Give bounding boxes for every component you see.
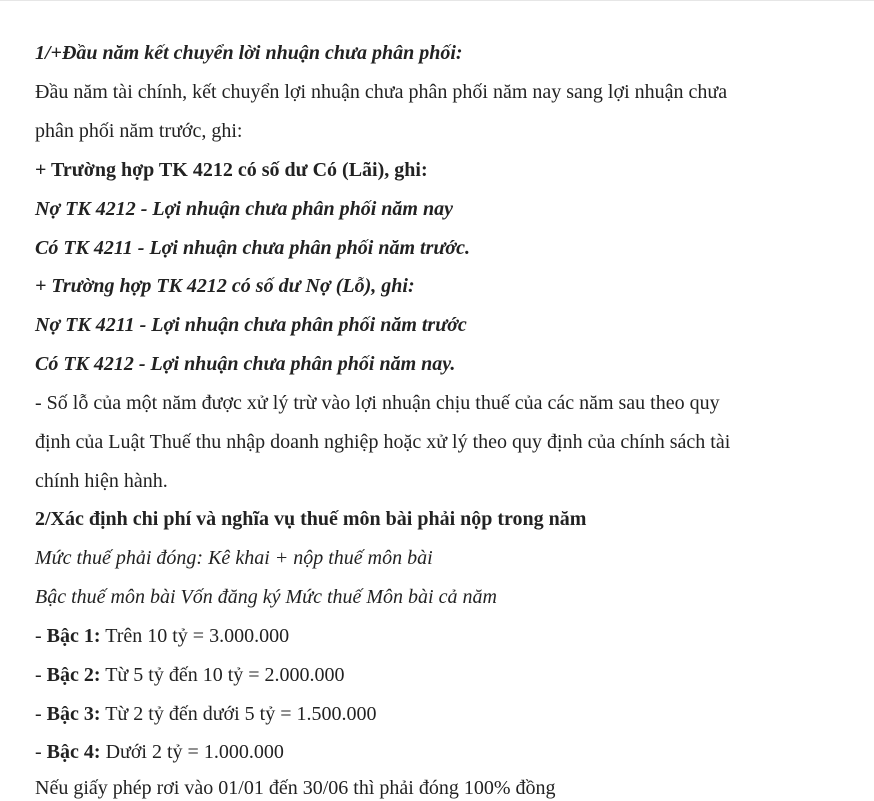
final-note-line: Nếu giấy phép rơi vào 01/01 đến 30/06 thì phải đóng 100% đồng [35,777,556,799]
case-1-debit-entry: Nợ TK 4212 - Lợi nhuận chưa phân phối năm nay [35,198,453,220]
case-2-heading: + Trường hợp TK 4212 có số dư Nợ (Lỗ), ghi: [35,275,415,297]
tier-label: Bậc 2: [46,664,101,686]
loss-note-line: định của Luật Thuế thu nhập doanh nghiệp hoặc xử lý theo quy định của chính sách tài [35,431,731,453]
tier-label: Bậc 3: [46,703,101,725]
loss-note-line: - Số lỗ của một năm được xử lý trừ vào lợi nhuận chịu thuế của các năm sau theo quy [35,392,720,414]
tier-item [35,701,377,727]
section-1-heading: 1/+Đầu năm kết chuyển lời nhuận chưa phân phối: [35,42,463,64]
paragraph-line: phân phối năm trước, ghi: [35,120,243,142]
tier-text: Từ 2 tỷ đến dưới 5 tỷ = 1.500.000 [100,703,377,725]
section-2-subheading: Mức thuế phải đóng: Kê khai + nộp thuế môn bài [35,547,433,569]
tier-label: Bậc 1: [46,625,101,647]
loss-note-line: chính hiện hành. [35,470,168,492]
case-2-debit-entry: Nợ TK 4211 - Lợi nhuận chưa phân phối năm trước [35,314,467,336]
tier-prefix: - [35,703,47,725]
tier-item [35,623,289,649]
tier-prefix: - [35,664,47,686]
tier-item [35,739,284,765]
section-2-subheading: Bậc thuế môn bài Vốn đăng ký Mức thuế Môn bài cả năm [35,586,497,608]
tier-item [35,662,345,688]
tier-prefix: - [35,625,47,647]
section-2-heading: 2/Xác định chi phí và nghĩa vụ thuế môn bài phải nộp trong năm [35,508,587,530]
case-1-credit-entry: Có TK 4211 - Lợi nhuận chưa phân phối năm trước. [35,237,470,259]
tier-text: Trên 10 tỷ = 3.000.000 [100,625,290,647]
tier-prefix: - [35,741,47,763]
tier-text: Dưới 2 tỷ = 1.000.000 [100,741,284,763]
paragraph-line: Đầu năm tài chính, kết chuyển lợi nhuận chưa phân phối năm nay sang lợi nhuận chưa [35,81,728,103]
tier-label: Bậc 4: [46,741,101,763]
tier-text: Từ 5 tỷ đến 10 tỷ = 2.000.000 [100,664,345,686]
case-2-credit-entry: Có TK 4212 - Lợi nhuận chưa phân phối năm nay. [35,353,456,375]
case-1-heading: + Trường hợp TK 4212 có số dư Có (Lãi), ghi: [35,159,428,181]
